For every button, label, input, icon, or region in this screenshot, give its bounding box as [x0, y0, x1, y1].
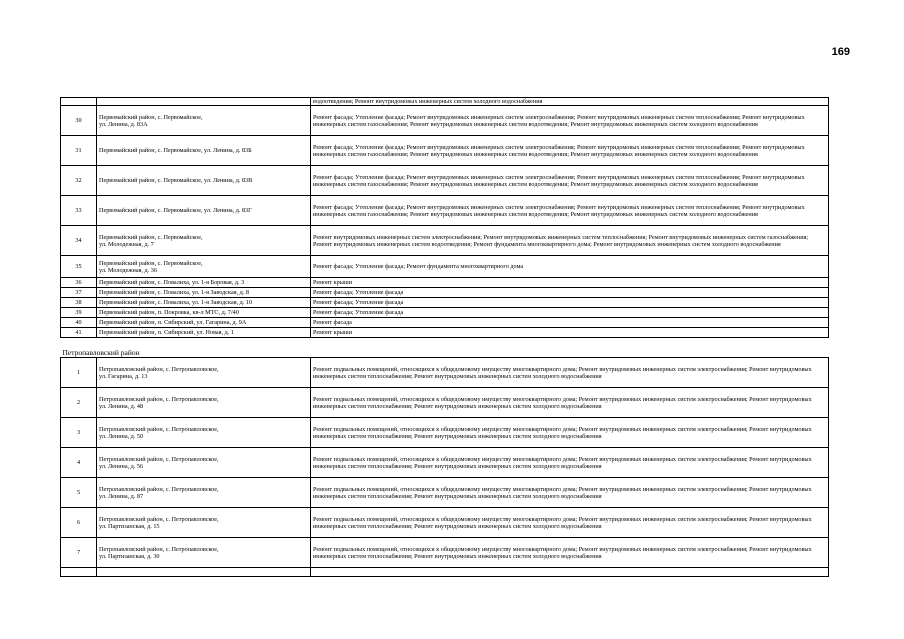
- table-row: [61, 106, 829, 136]
- table-row: [61, 256, 829, 278]
- row-works: Ремонт фасада; Утепление фасада; Ремонт фундамента многоквартирного дома: [311, 256, 829, 278]
- row-works: Ремонт фасада; Утепление фасада: [311, 288, 829, 298]
- table-row: [61, 388, 829, 418]
- row-address: Петропавловский район, с. Петропавловское, ул. Ленина, д. 48: [97, 388, 311, 418]
- section-title: Петропавловский район: [61, 338, 829, 358]
- row-address: Первомайский район, с. Первомайское, ул. Молодежная, д. 7: [97, 226, 311, 256]
- row-works: Ремонт фасада; Утепление фасада; Ремонт внутридомовых инженерных систем электроснабжения; Ремонт внутридомовых инженерных систем теплоснабжения; Ремонт внутридомовых инженерных систем газоснабжения; Ремонт внутридомовых инженерных систем водоотведения; Ремонт внутридомовых инженерных систем холодного водоснабжения: [311, 136, 829, 166]
- row-number: 34: [61, 226, 97, 256]
- empty-cell: [97, 568, 311, 577]
- table-row: [61, 166, 829, 196]
- row-address: Первомайский район, с. Повалиха, ул. 1-я Заводская, д. 10: [97, 298, 311, 308]
- row-address: Петропавловский район, с. Петропавловское, ул. Партизанская, д. 30: [97, 538, 311, 568]
- row-address: [97, 98, 311, 106]
- row-address: Первомайский район, п. Сибирский, ул. Новая, д. 1: [97, 328, 311, 338]
- row-number: 32: [61, 166, 97, 196]
- row-works: Ремонт подвальных помещений, относящихся к общедомовому имуществу многоквартирного дома; Ремонт внутридомовых инженерных систем электроснабжения; Ремонт внутридомовых инженерных систем теплоснабжения; Ремонт внутридомовых инженерных систем холодного водоснабжения: [311, 358, 829, 388]
- table-footer: [61, 568, 829, 577]
- table-row: [61, 308, 829, 318]
- row-number: 30: [61, 106, 97, 136]
- row-works: Ремонт крыши: [311, 328, 829, 338]
- row-number: 41: [61, 328, 97, 338]
- row-number: 6: [61, 508, 97, 538]
- row-number: 40: [61, 318, 97, 328]
- row-works: Ремонт фасада; Утепление фасада; Ремонт внутридомовых инженерных систем электроснабжения; Ремонт внутридомовых инженерных систем теплоснабжения; Ремонт внутридомовых инженерных систем газоснабжения; Ремонт внутридомовых инженерных систем водоотведения; Ремонт внутридомовых инженерных систем холодного водоснабжения: [311, 196, 829, 226]
- row-works: Ремонт подвальных помещений, относящихся к общедомовому имуществу многоквартирного дома; Ремонт внутридомовых инженерных систем электроснабжения; Ремонт внутридомовых инженерных систем теплоснабжения; Ремонт внутридомовых инженерных систем холодного водоснабжения: [311, 538, 829, 568]
- row-number: 1: [61, 358, 97, 388]
- row-works: Ремонт внутридомовых инженерных систем электроснабжения; Ремонт внутридомовых инженерных систем теплоснабжения; Ремонт внутридомовых инженерных систем газоснабжения; Ремонт внутридомовых инженерных систем водоотведения; Ремонт фундамента многоквартирного дома; Ремонт внутридомовых инженерных систем холодного водоснабжения: [311, 226, 829, 256]
- empty-cell: [61, 568, 97, 577]
- row-number: 31: [61, 136, 97, 166]
- section-row: [61, 338, 829, 358]
- row-number: 39: [61, 308, 97, 318]
- row-address: Первомайский район, с. Первомайское, ул. Ленина, д. 83Г: [97, 196, 311, 226]
- row-address: Первомайский район, п. Сибирский, ул. Гагарина, д. 9А: [97, 318, 311, 328]
- table-row: [61, 288, 829, 298]
- table-body-pervomaisky: [61, 98, 829, 338]
- table-row: [61, 328, 829, 338]
- row-address: Петропавловский район, с. Петропавловское, ул. Ленина, д. 56: [97, 448, 311, 478]
- table-row: [61, 418, 829, 448]
- table-row: [61, 478, 829, 508]
- row-address: Петропавловский район, с. Петропавловское, ул. Ленина, д. 87: [97, 478, 311, 508]
- row-works: Ремонт подвальных помещений, относящихся к общедомовому имуществу многоквартирного дома; Ремонт внутридомовых инженерных систем электроснабжения; Ремонт внутридомовых инженерных систем теплоснабжения; Ремонт внутридомовых инженерных систем холодного водоснабжения: [311, 418, 829, 448]
- row-number: 3: [61, 418, 97, 448]
- row-address: Первомайский район, с. Повалиха, ул. 1-я Заводская, д. 8: [97, 288, 311, 298]
- row-address: Первомайский район, п. Покровка, кв-л МТС, д. 7/40: [97, 308, 311, 318]
- row-number: 38: [61, 298, 97, 308]
- table-row: [61, 98, 829, 106]
- row-works: Ремонт фасада: [311, 318, 829, 328]
- row-number: 7: [61, 538, 97, 568]
- table-row: [61, 298, 829, 308]
- row-number: 4: [61, 448, 97, 478]
- row-address: Первомайский район, с. Первомайское, ул. Ленина, д. 83А: [97, 106, 311, 136]
- row-works: Ремонт фасада; Утепление фасада: [311, 298, 829, 308]
- table-row: [61, 318, 829, 328]
- row-works: Ремонт подвальных помещений, относящихся к общедомовому имуществу многоквартирного дома; Ремонт внутридомовых инженерных систем электроснабжения; Ремонт внутридомовых инженерных систем теплоснабжения; Ремонт внутридомовых инженерных систем холодного водоснабжения: [311, 448, 829, 478]
- row-address: Первомайский район, с. Первомайское, ул. Ленина, д. 83Б: [97, 136, 311, 166]
- row-works: Ремонт подвальных помещений, относящихся к общедомовому имуществу многоквартирного дома; Ремонт внутридомовых инженерных систем электроснабжения; Ремонт внутридомовых инженерных систем теплоснабжения; Ремонт внутридомовых инженерных систем холодного водоснабжения: [311, 388, 829, 418]
- repair-program-table: [60, 97, 829, 577]
- table-row: [61, 448, 829, 478]
- row-number: [61, 98, 97, 106]
- row-works: Ремонт фасада; Утепление фасада: [311, 308, 829, 318]
- row-works: водоотведения; Ремонт внутридомовых инженерных систем холодного водоснабжения: [311, 98, 829, 106]
- table-row: [61, 136, 829, 166]
- table-section-header: [61, 338, 829, 358]
- row-address: Петропавловский район, с. Петропавловское, ул. Ленина, д. 50: [97, 418, 311, 448]
- row-number: 36: [61, 278, 97, 288]
- table-body-petropavlovsky: [61, 358, 829, 568]
- row-works: Ремонт фасада; Утепление фасада; Ремонт внутридомовых инженерных систем электроснабжения; Ремонт внутридомовых инженерных систем теплоснабжения; Ремонт внутридомовых инженерных систем газоснабжения; Ремонт внутридомовых инженерных систем водоотведения; Ремонт внутридомовых инженерных систем холодного водоснабжения: [311, 166, 829, 196]
- table-row: [61, 226, 829, 256]
- table-row: [61, 278, 829, 288]
- row-address: Первомайский район, с. Первомайское, ул. Ленина, д. 83В: [97, 166, 311, 196]
- empty-cell: [311, 568, 829, 577]
- page-number: 169: [831, 46, 850, 58]
- row-number: 35: [61, 256, 97, 278]
- table-row: [61, 358, 829, 388]
- table-row: [61, 196, 829, 226]
- row-works: Ремонт крыши: [311, 278, 829, 288]
- row-number: 5: [61, 478, 97, 508]
- row-address: Петропавловский район, с. Петропавловское, ул. Партизанская, д. 15: [97, 508, 311, 538]
- row-number: 37: [61, 288, 97, 298]
- row-address: Первомайский район, с. Первомайское, ул. Молодежная, д. 36: [97, 256, 311, 278]
- row-works: Ремонт подвальных помещений, относящихся к общедомовому имуществу многоквартирного дома; Ремонт внутридомовых инженерных систем электроснабжения; Ремонт внутридомовых инженерных систем теплоснабжения; Ремонт внутридомовых инженерных систем холодного водоснабжения: [311, 508, 829, 538]
- row-address: Первомайский район, с. Повалиха, ул. 1-я Боровая, д. 3: [97, 278, 311, 288]
- row-number: 33: [61, 196, 97, 226]
- row-works: Ремонт подвальных помещений, относящихся к общедомовому имуществу многоквартирного дома; Ремонт внутридомовых инженерных систем электроснабжения; Ремонт внутридомовых инженерных систем теплоснабжения; Ремонт внутридомовых инженерных систем холодного водоснабжения: [311, 478, 829, 508]
- table-row: [61, 538, 829, 568]
- empty-row: [61, 568, 829, 577]
- row-address: Петропавловский район, с. Петропавловское, ул. Гагарина, д. 13: [97, 358, 311, 388]
- table-row: [61, 508, 829, 538]
- row-number: 2: [61, 388, 97, 418]
- row-works: Ремонт фасада; Утепление фасада; Ремонт внутридомовых инженерных систем электроснабжения; Ремонт внутридомовых инженерных систем теплоснабжения; Ремонт внутридомовых инженерных систем газоснабжения; Ремонт внутридомовых инженерных систем водоотведения; Ремонт внутридомовых инженерных систем холодного водоснабжения: [311, 106, 829, 136]
